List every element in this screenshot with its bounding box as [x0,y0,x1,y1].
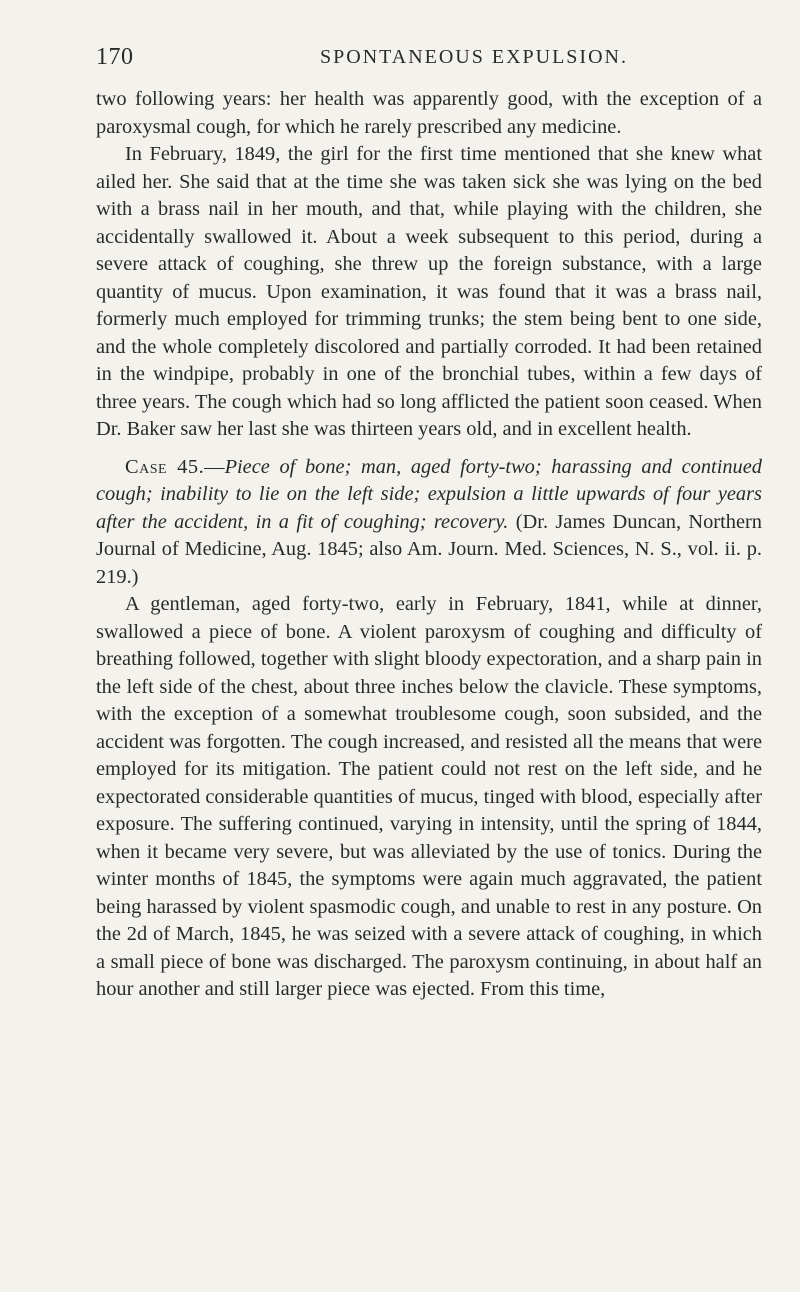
paragraph-brass-nail: In February, 1849, the girl for the first time mentioned that she knew what ailed her. She said that at the time she was taken sick she was lying on the bed with a brass nail in her mouth, and that, while playing with the children, she accidentally swallowed it. About a week subsequent to this period, during a severe attack of coughing, she threw up the foreign substance, with a large quantity of mucus. Upon examination, it was found that it was a brass nail, formerly much employed for trimming trunks; the stem being bent to one side, and the whole completely discolored and partially corroded. It had been retained in the windpipe, probably in one of the bronchial tubes, within a few days of three years. The cough which had so long afflicted the patient soon ceased. When Dr. Baker saw her last she was thirteen years old, and in excellent health. [96,143,762,440]
paragraph-case-45: A gentleman, aged forty-two, early in February, 1841, while at dinner, swallowed a piece of bone. A violent paroxysm of coughing and difficulty of breathing followed, together with slight bloody expectoration, and a sharp pain in the left side of the chest, about three inches below the clavicle. These symptoms, with the exception of a somewhat troublesome cough, soon subsided, and the accident was forgotten. The cough increased, and resisted all the means that were employed for its mitigation. The patient could not rest on the left side, and he expectorated considerable quantities of mucus, tinged with blood, especially after exposure. The suffering continued, varying in intensity, until the spring of 1844, when it became very severe, but was alleviated by the use of tonics. During the winter months of 1845, the symptoms were again much aggravated, the patient being harassed by violent spasmodic cough, and unable to rest in any posture. On the 2d of March, 1845, he was seized with a severe attack of coughing, in which a small piece of bone was discharged. The paroxysm continuing, in about half an hour another and still larger piece was ejected. From this time, [96,593,762,1000]
running-head [96,44,762,74]
case-citation: (Dr. James Duncan, Northern Journal of Medicine, Aug. 1845; also Am. Journ. Med. Sciences, N. S., vol. ii. p. 219.) [96,510,762,588]
book-page [96,44,762,1004]
page-number: 170 [96,44,134,70]
running-title: SPONTANEOUS EXPULSION. [320,46,628,68]
case-dash: — [204,455,225,478]
case-label: Case 45. [125,455,205,478]
case-heading [96,454,762,592]
body-text [96,86,762,1004]
case-summary: Piece of bone; man, aged forty-two; harassing and continued cough; inability to lie on the left side; expulsion a little upwards of four years after the accident, in a fit of coughing; recovery. [96,455,762,533]
paragraph-continued: two following years: her health was apparently good, with the exception of a paroxysmal cough, for which he rarely prescribed any medicine. [96,88,762,138]
